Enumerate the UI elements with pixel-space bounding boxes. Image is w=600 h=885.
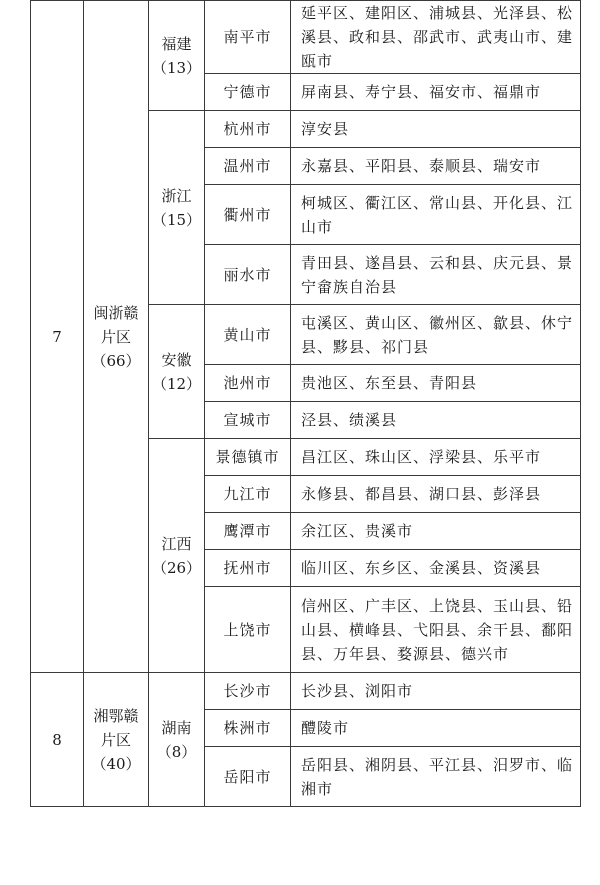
group-number: 7 (31, 1, 84, 673)
province-count: （26） (151, 558, 202, 577)
region-name-line: 片区 (100, 327, 131, 346)
province-cell (149, 1, 205, 111)
city-name: 株洲市 (205, 710, 291, 747)
county-list: 永嘉县、平阳县、泰顺县、瑞安市 (291, 148, 581, 185)
city-name: 九江市 (205, 476, 291, 513)
region-name (84, 673, 149, 807)
county-list: 岳阳县、湘阴县、平江县、汨罗市、临湘市 (291, 747, 581, 807)
province-cell (149, 111, 205, 305)
province-name: 福建 (161, 34, 192, 53)
region-name-line: （66） (91, 351, 141, 370)
county-list: 泾县、绩溪县 (291, 402, 581, 439)
province-count: （8） (156, 742, 197, 761)
county-list: 临川区、东乡区、金溪县、资溪县 (291, 550, 581, 587)
city-name: 衢州市 (205, 185, 291, 245)
city-name: 岳阳市 (205, 747, 291, 807)
county-list: 柯城区、衢江区、常山县、开化县、江山市 (291, 185, 581, 245)
city-name: 南平市 (205, 1, 291, 74)
province-name: 浙江 (161, 186, 192, 205)
county-list: 屯溪区、黄山区、徽州区、歙县、休宁县、黟县、祁门县 (291, 305, 581, 365)
city-name: 长沙市 (205, 673, 291, 710)
city-name: 景德镇市 (205, 439, 291, 476)
province-cell (149, 439, 205, 673)
city-name: 上饶市 (205, 587, 291, 673)
city-name: 温州市 (205, 148, 291, 185)
region-name (84, 1, 149, 673)
table-body (31, 1, 581, 807)
county-list: 昌江区、珠山区、浮梁县、乐平市 (291, 439, 581, 476)
region-name-line: 片区 (100, 730, 131, 749)
county-list: 余江区、贵溪市 (291, 513, 581, 550)
province-name: 江西 (161, 534, 192, 553)
province-cell (149, 305, 205, 439)
group-number: 8 (31, 673, 84, 807)
province-count: （12） (151, 374, 202, 393)
table-row (31, 673, 581, 710)
city-name: 抚州市 (205, 550, 291, 587)
city-name: 池州市 (205, 365, 291, 402)
city-name: 黄山市 (205, 305, 291, 365)
region-county-table (30, 0, 581, 807)
city-name: 宣城市 (205, 402, 291, 439)
province-name: 安徽 (161, 350, 192, 369)
province-cell (149, 673, 205, 807)
province-name: 湖南 (161, 718, 192, 737)
county-list: 延平区、建阳区、浦城县、光泽县、松溪县、政和县、邵武市、武夷山市、建瓯市 (291, 1, 581, 74)
county-list: 淳安县 (291, 111, 581, 148)
region-name-line: 湘鄂赣 (93, 706, 139, 725)
region-name-line: （40） (91, 754, 141, 773)
county-list: 长沙县、浏阳市 (291, 673, 581, 710)
table-row (31, 1, 581, 74)
city-name: 鹰潭市 (205, 513, 291, 550)
city-name: 宁德市 (205, 74, 291, 111)
county-list: 屏南县、寿宁县、福安市、福鼎市 (291, 74, 581, 111)
province-count: （13） (151, 58, 202, 77)
county-list: 青田县、遂昌县、云和县、庆元县、景宁畲族自治县 (291, 245, 581, 305)
city-name: 丽水市 (205, 245, 291, 305)
county-list: 永修县、都昌县、湖口县、彭泽县 (291, 476, 581, 513)
city-name: 杭州市 (205, 111, 291, 148)
county-list: 醴陵市 (291, 710, 581, 747)
region-name-line: 闽浙赣 (93, 303, 139, 322)
county-list: 贵池区、东至县、青阳县 (291, 365, 581, 402)
province-count: （15） (151, 210, 202, 229)
county-list: 信州区、广丰区、上饶县、玉山县、铅山县、横峰县、弋阳县、余干县、鄱阳县、万年县、婺源县、德兴市 (291, 587, 581, 673)
